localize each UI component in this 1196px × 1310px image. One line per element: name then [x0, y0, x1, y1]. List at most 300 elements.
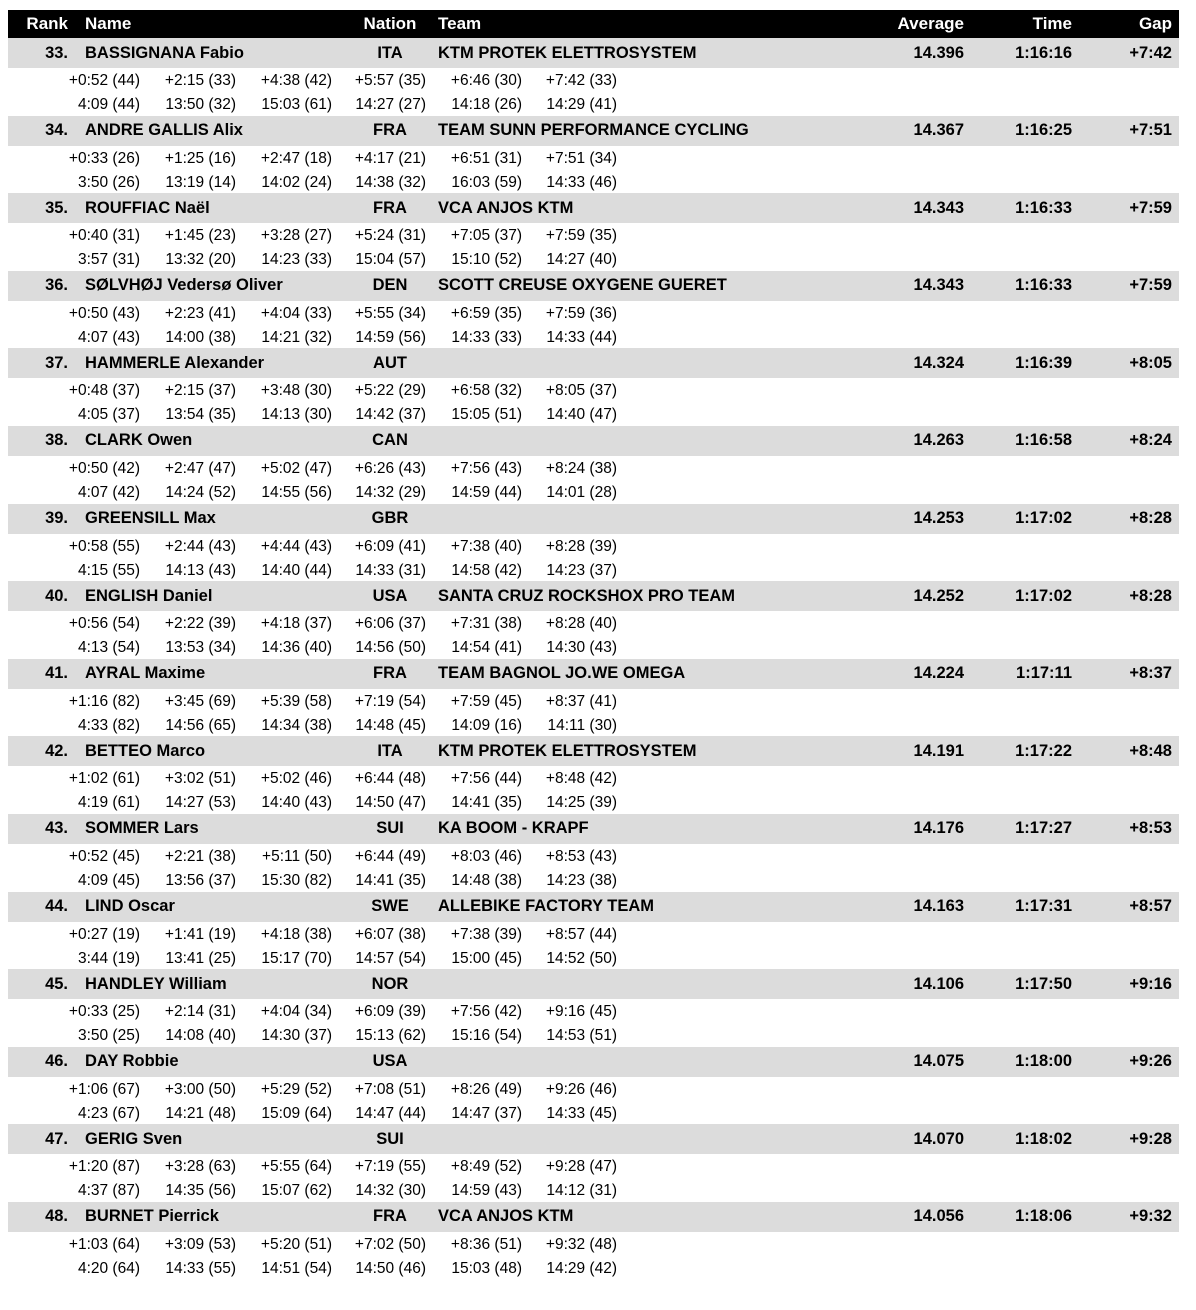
split-gap: +2:47 (47): [164, 459, 236, 477]
rider-average: 14.343: [913, 276, 964, 295]
rider-time: 1:17:02: [1015, 586, 1072, 605]
rider-name: BETTEO Marco: [85, 741, 206, 760]
lap-time: 15:09 (64): [261, 1104, 332, 1122]
rider-gap: +7:59: [1129, 198, 1172, 217]
lap-time: 14:13 (43): [165, 561, 236, 579]
lap-time: 14:40 (44): [261, 561, 332, 579]
rider-nation: FRA: [373, 198, 407, 217]
results-table: [8, 10, 1179, 1280]
split-gap: +8:28 (40): [545, 615, 617, 633]
split-gap: +5:24 (31): [354, 227, 426, 245]
lap-time: 14:52 (50): [546, 949, 617, 967]
split-gap: +7:31 (38): [450, 615, 522, 633]
split-gap: +5:02 (47): [260, 459, 332, 477]
split-gap: +5:11 (50): [262, 847, 332, 865]
split-gap: +3:48 (30): [260, 382, 332, 400]
lap-time: 14:56 (50): [355, 639, 426, 657]
lap-time: 14:30 (43): [546, 639, 617, 657]
rider-team: TEAM BAGNOL JO.WE OMEGA: [438, 664, 686, 683]
lap-time: 14:13 (30): [261, 406, 332, 424]
split-gap: +8:26 (49): [450, 1080, 522, 1098]
split-gap: +4:18 (38): [260, 925, 332, 943]
rider-time: 1:18:02: [1015, 1129, 1072, 1148]
split-gap: +5:02 (46): [260, 770, 332, 788]
rider-time: 1:16:33: [1015, 276, 1072, 295]
rider-team: TEAM SUNN PERFORMANCE CYCLING: [438, 121, 749, 140]
rider-gap: +7:42: [1129, 43, 1172, 62]
rider-name: GREENSILL Max: [85, 509, 216, 528]
rider-average: 14.367: [913, 121, 964, 140]
lap-time: 4:07 (42): [77, 483, 140, 501]
lap-time: 14:41 (35): [451, 794, 522, 812]
rider-splits: [8, 611, 1179, 659]
rider-rank: 45.: [45, 974, 68, 993]
rider-row: [8, 1047, 1179, 1125]
lap-time: 14:09 (16): [451, 716, 522, 734]
lap-time: 14:33 (31): [355, 561, 426, 579]
rider-summary-row: [8, 659, 1179, 689]
split-gap: +0:52 (45): [68, 847, 140, 865]
split-gap: +0:33 (26): [68, 149, 140, 167]
rider-name: ENGLISH Daniel: [85, 586, 213, 605]
lap-time: 4:37 (87): [77, 1182, 140, 1200]
rider-name: ANDRE GALLIS Alix: [85, 121, 243, 140]
lap-time: 14:01 (28): [546, 483, 617, 501]
split-gap: +0:50 (42): [68, 459, 140, 477]
rider-row: [8, 271, 1179, 349]
split-gap: +7:42 (33): [545, 72, 617, 89]
lap-time: 14:41 (35): [355, 871, 426, 889]
split-gap: +7:19 (55): [354, 1158, 426, 1176]
rider-splits: [8, 534, 1179, 582]
lap-time: 14:40 (47): [546, 406, 617, 424]
split-gap: +0:58 (55): [68, 537, 140, 555]
split-gap: +0:52 (44): [68, 72, 140, 89]
rider-gap: +8:57: [1129, 897, 1172, 916]
lap-time: 4:23 (67): [77, 1104, 140, 1122]
lap-time: 3:44 (19): [77, 949, 140, 967]
lap-time: 14:27 (40): [546, 251, 617, 269]
rider-splits: [8, 378, 1179, 426]
split-gap: +1:03 (64): [68, 1235, 140, 1253]
rider-time: 1:17:31: [1015, 897, 1072, 916]
split-gap: +4:38 (42): [260, 72, 332, 89]
rider-gap: +9:16: [1129, 974, 1172, 993]
rider-name: HANDLEY William: [85, 974, 227, 993]
rider-rank: 39.: [45, 509, 68, 528]
rider-nation: GBR: [371, 509, 409, 528]
rider-average: 14.075: [913, 1052, 964, 1071]
split-gap: +4:04 (34): [260, 1003, 332, 1021]
lap-time: 14:32 (29): [355, 483, 426, 501]
split-gap: +8:57 (44): [545, 925, 617, 943]
split-gap: +2:47 (18): [260, 149, 332, 167]
rider-row: [8, 1202, 1179, 1280]
rider-splits: [8, 999, 1179, 1047]
lap-time: 14:18 (26): [451, 96, 522, 113]
rider-rank: 33.: [45, 43, 68, 62]
rider-team: KTM PROTEK ELETTROSYSTEM: [438, 741, 697, 760]
lap-time: 15:30 (82): [261, 871, 332, 889]
lap-time: 13:19 (14): [165, 173, 236, 191]
lap-time: 14:21 (48): [165, 1104, 236, 1122]
rider-row: [8, 193, 1179, 271]
split-gap: +6:26 (43): [354, 459, 426, 477]
lap-time: 16:03 (59): [451, 173, 522, 191]
rider-name: DAY Robbie: [85, 1052, 179, 1071]
rider-splits: [8, 689, 1179, 737]
rider-rank: 44.: [45, 897, 68, 916]
rider-gap: +8:28: [1129, 509, 1172, 528]
split-gap: +8:05 (37): [545, 382, 617, 400]
split-gap: +8:48 (42): [545, 770, 617, 788]
split-gap: +7:59 (35): [545, 227, 617, 245]
lap-time: 13:56 (37): [165, 871, 236, 889]
split-gap: +7:08 (51): [354, 1080, 426, 1098]
rider-splits: [8, 68, 1179, 116]
split-gap: +0:50 (43): [68, 304, 140, 322]
lap-time: 14:08 (40): [165, 1027, 236, 1045]
lap-time: 13:54 (35): [165, 406, 236, 424]
rider-gap: +8:05: [1129, 353, 1172, 372]
header-name: Name: [85, 14, 132, 33]
rider-average: 14.252: [913, 586, 964, 605]
rider-nation: NOR: [371, 974, 409, 993]
header-rank: Rank: [26, 14, 68, 33]
split-gap: +1:02 (61): [68, 770, 140, 788]
split-gap: +2:44 (43): [164, 537, 236, 555]
split-gap: +8:37 (41): [545, 692, 617, 710]
lap-time: 4:13 (54): [77, 639, 140, 657]
rider-row: [8, 814, 1179, 892]
split-gap: +7:19 (54): [354, 692, 426, 710]
rider-row: [8, 1124, 1179, 1202]
rider-name: SØLVHØJ Vedersø Oliver: [85, 276, 283, 295]
rider-summary-row: [8, 814, 1179, 844]
rider-time: 1:16:16: [1015, 43, 1072, 62]
rider-average: 14.253: [913, 509, 964, 528]
rider-summary-row: [8, 969, 1179, 999]
header-team: Team: [438, 14, 482, 33]
rider-summary-row: [8, 892, 1179, 922]
rider-name: BURNET Pierrick: [85, 1207, 219, 1226]
rider-team: KA BOOM - KRAPF: [438, 819, 589, 838]
lap-time: 14:24 (52): [165, 483, 236, 501]
lap-time: 14:33 (55): [165, 1259, 236, 1277]
split-gap: +5:55 (64): [260, 1158, 332, 1176]
rider-summary-row: [8, 426, 1179, 456]
lap-time: 14:27 (53): [165, 794, 236, 812]
split-gap: +6:44 (48): [354, 770, 426, 788]
split-gap: +7:05 (37): [450, 227, 522, 245]
rider-name: BASSIGNANA Fabio: [85, 43, 244, 62]
split-gap: +9:28 (47): [545, 1158, 617, 1176]
rider-time: 1:16:25: [1015, 121, 1072, 140]
rider-summary-row: [8, 348, 1179, 378]
lap-time: 14:34 (38): [261, 716, 332, 734]
split-gap: +6:46 (30): [450, 72, 522, 89]
split-gap: +6:07 (38): [354, 925, 426, 943]
lap-time: 4:05 (37): [77, 406, 140, 424]
rider-team: VCA ANJOS KTM: [438, 1207, 574, 1226]
rider-rank: 47.: [45, 1129, 68, 1148]
header-time: Time: [1032, 14, 1072, 33]
rider-list: [8, 38, 1179, 1280]
split-gap: +3:28 (63): [164, 1158, 236, 1176]
header-average: Average: [897, 14, 964, 33]
rider-row: [8, 504, 1179, 582]
split-gap: +1:45 (23): [164, 227, 236, 245]
split-gap: +7:59 (45): [450, 692, 522, 710]
split-gap: +9:32 (48): [545, 1235, 617, 1253]
lap-time: 14:40 (43): [261, 794, 332, 812]
lap-time: 4:09 (45): [77, 871, 140, 889]
rider-nation: USA: [372, 1052, 408, 1071]
rider-row: [8, 581, 1179, 659]
rider-nation: FRA: [373, 664, 407, 683]
lap-time: 14:23 (37): [546, 561, 617, 579]
split-gap: +7:38 (40): [450, 537, 522, 555]
rider-nation: ITA: [377, 43, 403, 62]
rider-nation: FRA: [373, 121, 407, 140]
lap-time: 14:23 (33): [261, 251, 332, 269]
rider-time: 1:17:11: [1016, 664, 1072, 683]
split-gap: +5:39 (58): [260, 692, 332, 710]
lap-time: 13:32 (20): [165, 251, 236, 269]
lap-time: 14:57 (54): [355, 949, 426, 967]
split-gap: +6:06 (37): [354, 615, 426, 633]
rider-summary-row: [8, 1124, 1179, 1154]
rider-average: 14.163: [913, 897, 964, 916]
lap-time: 4:07 (43): [77, 328, 140, 346]
lap-time: 14:27 (27): [355, 96, 426, 113]
rider-row: [8, 659, 1179, 737]
rider-summary-row: [8, 116, 1179, 146]
split-gap: +7:51 (34): [545, 149, 617, 167]
lap-time: 14:25 (39): [546, 794, 617, 812]
rider-average: 14.324: [913, 353, 964, 372]
lap-time: 14:38 (32): [355, 173, 426, 191]
lap-time: 4:09 (44): [77, 96, 140, 113]
lap-time: 14:21 (32): [261, 328, 332, 346]
lap-time: 15:05 (51): [451, 406, 522, 424]
split-gap: +1:20 (87): [68, 1158, 140, 1176]
rider-nation: USA: [372, 586, 408, 605]
rider-splits: [8, 922, 1179, 970]
lap-time: 14:50 (47): [355, 794, 426, 812]
split-gap: +8:49 (52): [450, 1158, 522, 1176]
split-gap: +8:28 (39): [545, 537, 617, 555]
rider-row: [8, 736, 1179, 814]
rider-nation: ITA: [377, 741, 403, 760]
lap-time: 15:16 (54): [451, 1027, 522, 1045]
lap-time: 3:50 (25): [77, 1027, 140, 1045]
rider-nation: CAN: [372, 431, 408, 450]
lap-time: 14:33 (33): [451, 328, 522, 346]
split-gap: +6:09 (39): [354, 1003, 426, 1021]
split-gap: +7:56 (42): [450, 1003, 522, 1021]
lap-time: 14:36 (40): [261, 639, 332, 657]
split-gap: +2:15 (33): [164, 72, 236, 89]
rider-gap: +9:28: [1129, 1129, 1172, 1148]
rider-nation: SUI: [376, 1129, 404, 1148]
lap-time: 15:03 (61): [261, 96, 332, 113]
lap-time: 14:47 (44): [355, 1104, 426, 1122]
split-gap: +3:45 (69): [164, 692, 236, 710]
lap-time: 14:50 (46): [355, 1259, 426, 1277]
rider-average: 14.106: [913, 974, 964, 993]
lap-time: 14:58 (42): [451, 561, 522, 579]
lap-time: 14:00 (38): [165, 328, 236, 346]
rider-time: 1:16:58: [1015, 431, 1072, 450]
split-gap: +3:02 (51): [164, 770, 236, 788]
rider-summary-row: [8, 504, 1179, 534]
lap-time: 14:48 (45): [355, 716, 426, 734]
rider-rank: 36.: [45, 276, 68, 295]
split-gap: +0:27 (19): [68, 925, 140, 943]
lap-time: 14:53 (51): [546, 1027, 617, 1045]
split-gap: +5:20 (51): [260, 1235, 332, 1253]
rider-gap: +7:59: [1129, 276, 1172, 295]
lap-time: 13:41 (25): [165, 949, 236, 967]
lap-time: 14:33 (45): [546, 1104, 617, 1122]
split-gap: +4:17 (21): [354, 149, 426, 167]
split-gap: +7:56 (44): [450, 770, 522, 788]
table-header: [8, 10, 1179, 38]
split-gap: +2:14 (31): [164, 1003, 236, 1021]
rider-time: 1:17:22: [1015, 741, 1072, 760]
rider-nation: SWE: [371, 897, 409, 916]
rider-gap: +9:32: [1129, 1207, 1172, 1226]
split-gap: +3:09 (53): [164, 1235, 236, 1253]
rider-time: 1:16:33: [1015, 198, 1072, 217]
rider-splits: [8, 301, 1179, 349]
lap-time: 3:50 (26): [77, 173, 140, 191]
rider-average: 14.176: [913, 819, 964, 838]
rider-summary-row: [8, 1202, 1179, 1232]
rider-name: LIND Oscar: [85, 897, 175, 916]
rider-rank: 46.: [45, 1052, 68, 1071]
rider-row: [8, 116, 1179, 194]
rider-nation: DEN: [372, 276, 408, 295]
lap-time: 14:55 (56): [261, 483, 332, 501]
split-gap: +8:36 (51): [450, 1235, 522, 1253]
split-gap: +0:48 (37): [68, 382, 140, 400]
rider-nation: AUT: [373, 353, 407, 372]
split-gap: +2:22 (39): [164, 615, 236, 633]
lap-time: 15:13 (62): [355, 1027, 426, 1045]
rider-summary-row: [8, 38, 1179, 68]
lap-time: 14:51 (54): [261, 1259, 332, 1277]
lap-time: 14:29 (41): [546, 96, 617, 113]
lap-time: 14:35 (56): [165, 1182, 236, 1200]
split-gap: +4:04 (33): [260, 304, 332, 322]
lap-time: 14:59 (43): [451, 1182, 522, 1200]
split-gap: +9:26 (46): [545, 1080, 617, 1098]
rider-row: [8, 426, 1179, 504]
rider-average: 14.396: [913, 43, 964, 62]
rider-rank: 34.: [45, 121, 68, 140]
rider-rank: 40.: [45, 586, 68, 605]
rider-name: SOMMER Lars: [85, 819, 199, 838]
rider-name: AYRAL Maxime: [85, 664, 206, 683]
rider-time: 1:17:50: [1015, 974, 1072, 993]
split-gap: +0:33 (25): [68, 1003, 140, 1021]
split-gap: +2:23 (41): [164, 304, 236, 322]
split-gap: +8:53 (43): [545, 847, 617, 865]
rider-average: 14.343: [913, 198, 964, 217]
rider-name: CLARK Owen: [85, 431, 193, 450]
lap-time: 15:10 (52): [451, 251, 522, 269]
split-gap: +5:29 (52): [260, 1080, 332, 1098]
lap-time: 14:33 (46): [546, 173, 617, 191]
rider-rank: 38.: [45, 431, 68, 450]
split-gap: +9:16 (45): [545, 1003, 617, 1021]
lap-time: 3:57 (31): [77, 251, 140, 269]
rider-gap: +8:24: [1129, 431, 1172, 450]
rider-rank: 35.: [45, 198, 68, 217]
lap-time: 14:32 (30): [355, 1182, 426, 1200]
rider-name: GERIG Sven: [85, 1129, 183, 1148]
rider-team: SANTA CRUZ ROCKSHOX PRO TEAM: [438, 586, 735, 605]
rider-time: 1:18:06: [1015, 1207, 1072, 1226]
rider-row: [8, 969, 1179, 1047]
lap-time: 14:59 (44): [451, 483, 522, 501]
rider-time: 1:17:27: [1015, 819, 1072, 838]
lap-time: 15:07 (62): [261, 1182, 332, 1200]
lap-time: 4:15 (55): [77, 561, 140, 579]
rider-splits: [8, 1232, 1179, 1280]
lap-time: 14:33 (44): [546, 328, 617, 346]
split-gap: +7:59 (36): [545, 304, 617, 322]
rider-rank: 48.: [45, 1207, 68, 1226]
split-gap: +6:09 (41): [354, 537, 426, 555]
split-gap: +6:51 (31): [450, 149, 522, 167]
rider-name: HAMMERLE Alexander: [85, 353, 265, 372]
rider-time: 1:18:00: [1015, 1052, 1072, 1071]
rider-team: ALLEBIKE FACTORY TEAM: [438, 897, 655, 916]
lap-time: 13:53 (34): [165, 639, 236, 657]
split-gap: +8:24 (38): [545, 459, 617, 477]
split-gap: +1:25 (16): [164, 149, 236, 167]
split-gap: +1:16 (82): [68, 692, 140, 710]
rider-splits: [8, 456, 1179, 504]
rider-name: ROUFFIAC Naël: [85, 198, 210, 217]
split-gap: +6:58 (32): [450, 382, 522, 400]
lap-time: 14:47 (37): [451, 1104, 522, 1122]
split-gap: +7:38 (39): [450, 925, 522, 943]
split-gap: +0:40 (31): [68, 227, 140, 245]
rider-splits: [8, 1077, 1179, 1125]
rider-splits: [8, 1154, 1179, 1202]
rider-splits: [8, 766, 1179, 814]
split-gap: +2:21 (38): [164, 847, 236, 865]
lap-time: 14:29 (42): [546, 1259, 617, 1277]
split-gap: +4:18 (37): [260, 615, 332, 633]
rider-average: 14.263: [913, 431, 964, 450]
rider-gap: +7:51: [1129, 121, 1172, 140]
rider-gap: +9:26: [1129, 1052, 1172, 1071]
rider-gap: +8:53: [1129, 819, 1172, 838]
split-gap: +1:06 (67): [68, 1080, 140, 1098]
rider-average: 14.070: [913, 1129, 964, 1148]
rider-splits: [8, 844, 1179, 892]
lap-time: 14:42 (37): [355, 406, 426, 424]
rider-rank: 41.: [45, 664, 68, 683]
rider-summary-row: [8, 581, 1179, 611]
lap-time: 4:33 (82): [77, 716, 140, 734]
split-gap: +3:00 (50): [164, 1080, 236, 1098]
